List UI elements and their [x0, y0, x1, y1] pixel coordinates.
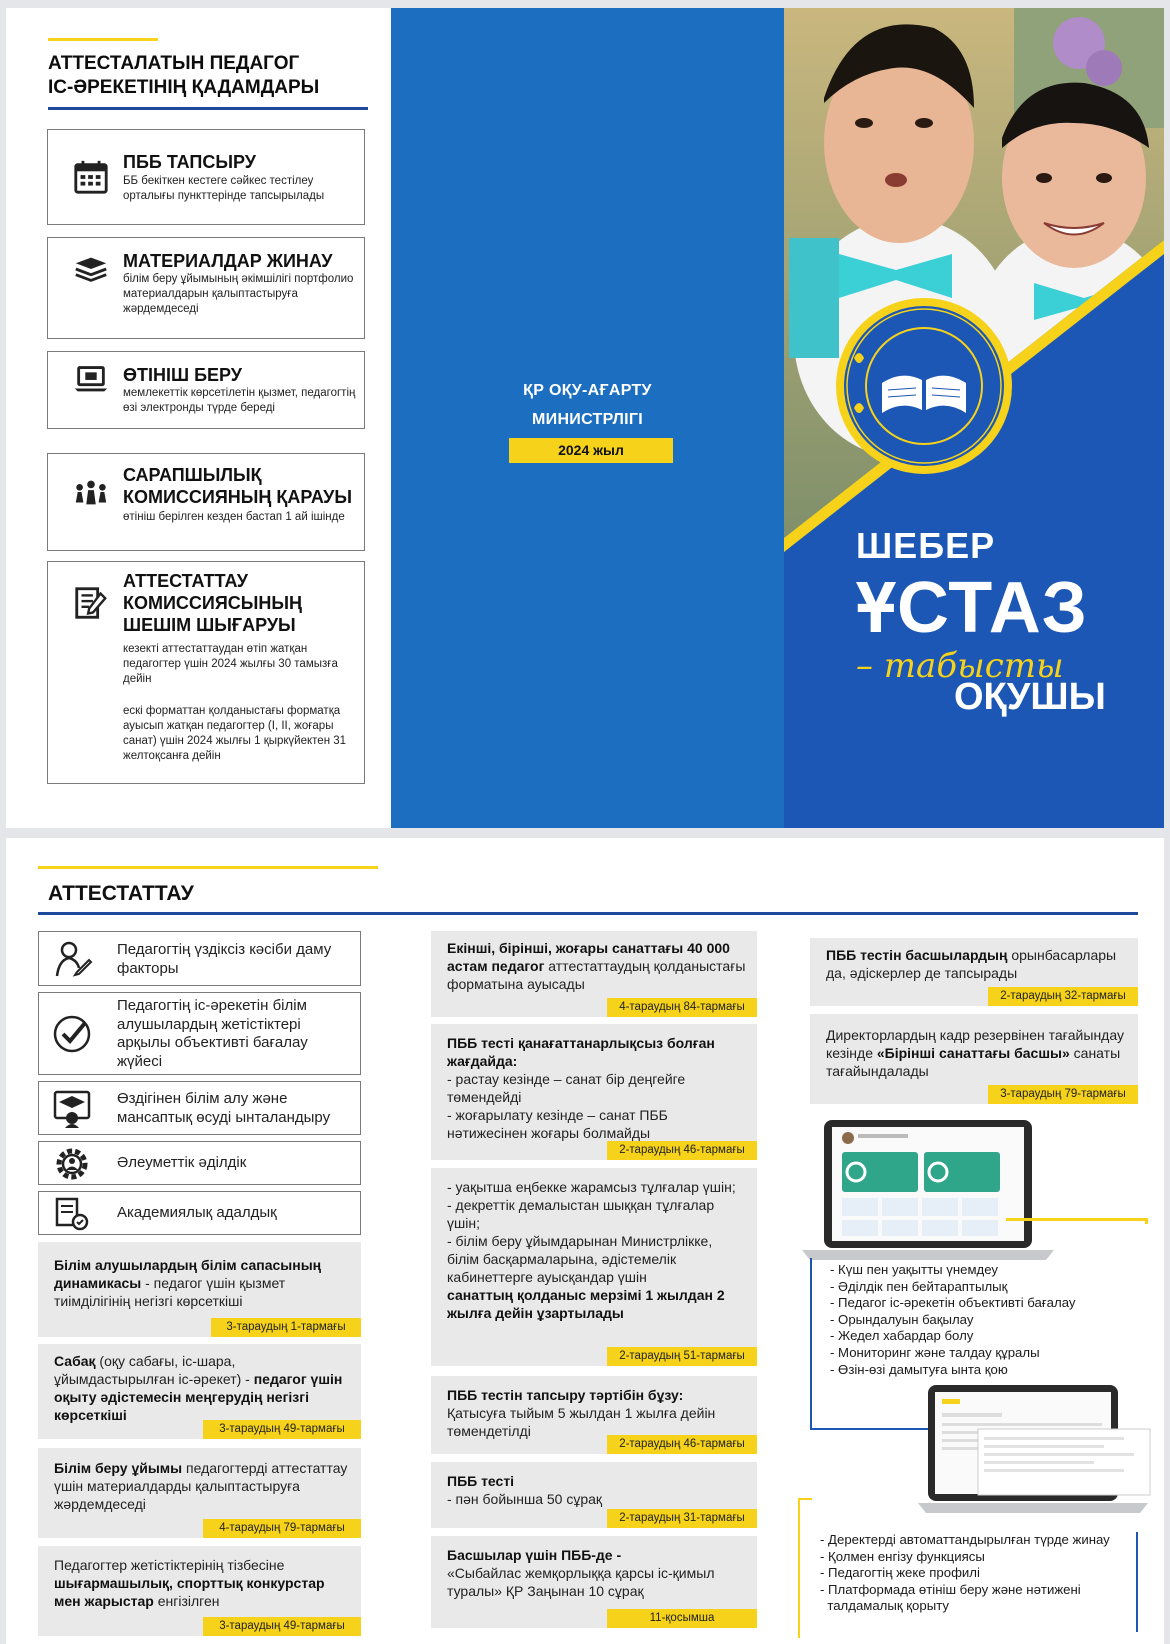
info-text [447, 1034, 747, 1142]
checkmark-circle-icon [51, 1013, 93, 1055]
factor-text: Академиялық адалдық [117, 1204, 277, 1221]
platform-features-list [820, 1532, 1140, 1615]
info-box [810, 1014, 1138, 1104]
ministry-name [391, 376, 784, 434]
factor-text: Өздігінен білім алу және мансаптық өсуді ынталандыру [117, 1090, 331, 1126]
professional-growth-icon [51, 938, 93, 980]
info-box [431, 1536, 757, 1628]
info-bold: ПББ тесті қанағаттанарлықсыз болған жағдайда: [447, 1035, 715, 1069]
info-rest: аттестаттаудың қолданыстағы форматына ауысады [447, 958, 746, 992]
list-item: - Өзін-өзі дамытуға ынта қою [830, 1361, 1008, 1377]
info-bold: Білім алушылардың білім сапасының динамикасы [54, 1257, 322, 1291]
blue-bracket-line [810, 1428, 930, 1430]
info-bold: ПББ тесті [447, 1473, 515, 1489]
info-rest: Педагогтер жетістіктерінің тізбесіне [54, 1557, 285, 1573]
info-bold: Екінші, бірінші, жоғары санаттағы 40 000 астам педагог [447, 940, 730, 974]
info-rest: - пән бойынша 50 сұрақ [447, 1491, 603, 1507]
list-item: - Жедел хабардар болу [830, 1328, 974, 1344]
steps-title-line-1: АТТЕСТАЛАТЫН ПЕДАГОГ [48, 53, 300, 74]
law-reference-tag: 4-тараудың 79-тармағы [203, 1519, 361, 1538]
info-box [431, 1024, 757, 1160]
factor-card [38, 1081, 361, 1135]
law-reference-tag: 2-тараудың 46-тармағы [607, 1141, 757, 1160]
year-badge: 2024 жыл [509, 438, 673, 463]
info-box [38, 1344, 361, 1439]
ministry-panel [391, 8, 784, 828]
brochure-inner-side [6, 838, 1164, 1644]
blue-bracket [810, 1258, 820, 1430]
academic-integrity-icon [51, 1193, 93, 1235]
info-line: - растау кезінде – санат бір деңгейге төмендейді [447, 1071, 686, 1105]
info-text [54, 1256, 351, 1310]
brochure-outer-side [6, 8, 1164, 828]
list-item: - Мониторинг және талдау құралы [830, 1344, 1040, 1360]
info-bold: ПББ тестін тапсыру тәртібін бұзу: [447, 1387, 684, 1403]
cover-title-line-1: ШЕБЕР [856, 525, 996, 566]
books-stack-icon [72, 250, 110, 288]
list-item: - Күш пен уақытты үнемдеу [830, 1262, 998, 1277]
law-reference-tag: 2-тараудың 46-тармағы [607, 1435, 757, 1454]
factor-text: Педагогтің үздіксіз кәсіби даму факторы [117, 941, 332, 977]
info-rest-2: енгізілген [153, 1593, 220, 1609]
step-desc: ББ бекіткен кестеге сәйкес тестілеу орталығы пункттерінде тапсырылады [123, 175, 325, 202]
cover-panel [784, 8, 1164, 828]
law-reference-tag: 11-қосымша [607, 1609, 757, 1628]
info-rest: (оқу сабағы, іс-шара, ұйымдастырылған іс-әрекет) - [54, 1353, 254, 1387]
info-bold-2: педагог үшін оқыту әдістемесін меңгерудің негізгі көрсеткіші [54, 1371, 343, 1423]
info-line: - уақытша еңбекке жарамсыз тұлғалар үшін; [447, 1179, 736, 1195]
platform-benefits-list [830, 1262, 1150, 1378]
info-bold: санаттың қолданыс мерзімі 1 жылдан 2 жылға дейін ұзартылады [447, 1287, 725, 1321]
list-item: - Әділдік пен бейтараптылық [830, 1278, 1008, 1294]
step-title: МАТЕРИАЛДАР ЖИНАУ [123, 251, 333, 271]
info-bold: «Бірінші санаттағы басшы» [876, 1045, 1070, 1061]
step-card-decision [47, 561, 365, 784]
info-text [447, 1386, 747, 1440]
step-desc: білім беру ұйымының әкімшілігі портфолио материалдарын қалыптастыруға жәрдемдеседі [123, 273, 354, 315]
info-text [826, 946, 1128, 982]
step-title: АТТЕСТАТТАУ КОМИССИЯСЫНЫҢ ШЕШІМ ШЫҒАРУЫ [123, 571, 303, 635]
list-item: - Педагог іс-әрекетін объективті бағалау [830, 1295, 1076, 1311]
info-text [54, 1459, 351, 1513]
step-card-commission [47, 453, 365, 551]
cover-title-line-2: ҰСТАЗ [856, 568, 1088, 648]
blue-underline [48, 107, 368, 110]
info-box [38, 1546, 361, 1636]
document-pen-icon [72, 584, 110, 622]
list-item: - Қолмен енгізу функциясы [820, 1548, 985, 1564]
yellow-accent-line [48, 38, 158, 41]
steps-panel [6, 8, 391, 828]
info-box [38, 1242, 361, 1337]
info-box [431, 1462, 757, 1528]
info-text [826, 1026, 1128, 1080]
info-bold: Білім беру ұйымы [54, 1460, 183, 1476]
step-card-application [47, 351, 365, 429]
info-bold: Басшылар үшін ПББ-де - [447, 1547, 622, 1563]
law-reference-tag: 3-тараудың 79-тармағы [988, 1085, 1138, 1104]
steps-title-line-2: ІС-ӘРЕКЕТІНІҢ ҚАДАМДАРЫ [48, 77, 320, 98]
info-line: - білім беру ұйымдарынан Министрлікке, білім басқармаларына, әдістемелік кабинеттерге ауысқандар үшін [447, 1233, 713, 1285]
law-reference-tag: 4-тараудың 84-тармағы [607, 998, 757, 1017]
step-desc: кезекті аттестаттаудан өтіп жатқан педагогтер үшін 2024 жылғы 30 тамызға дейін [123, 643, 338, 685]
factor-card [38, 931, 361, 986]
info-rest: Директорлардың кадр резервінен тағайындау кезінде [826, 1027, 1124, 1061]
steps-title [48, 52, 368, 100]
children-photo [784, 8, 1164, 548]
info-bold: ПББ тестін басшылардың [826, 947, 1008, 963]
yellow-bracket [798, 1498, 812, 1638]
info-bold: Сабақ [54, 1353, 96, 1369]
blue-underline [38, 912, 1138, 915]
law-reference-tag: 2-тараудың 32-тармағы [988, 987, 1138, 1006]
factor-text: Әлеуметтік әділдік [117, 1154, 247, 1171]
info-line: - жоғарылату кезінде – санат ПББ нәтижесінен жоғары болмайды [447, 1107, 668, 1141]
info-rest: «Сыбайлас жемқорлыққа қарсы іс-қимыл туралы» ҚР Заңынан 10 сұрақ [447, 1565, 715, 1599]
step-title: ПББ ТАПСЫРУ [123, 152, 256, 172]
ministry-seal-icon [836, 298, 1012, 474]
info-bold-2: шығармашылық, спорттық конкурстар мен жарыстар [54, 1575, 325, 1609]
info-text [447, 1546, 747, 1600]
yellow-bracket-line [1006, 1218, 1148, 1221]
list-item: - Платформада өтініш беру және нәтижені [820, 1581, 1081, 1597]
info-box [431, 931, 757, 1017]
cover-title-line-3: – табысты [856, 646, 1064, 686]
law-reference-tag: 2-тараудың 51-тармағы [607, 1347, 757, 1366]
graduation-cap-icon [51, 1088, 93, 1130]
list-item: - Деректерді автоматтандырылған түрде жинау [820, 1532, 1110, 1547]
cover-title-line-4: ОҚУШЫ [954, 676, 1106, 718]
step-desc: өтініш берілген кезден бастап 1 ай ішінде [123, 511, 345, 523]
people-group-icon [72, 474, 110, 512]
platform-laptop-illustration [918, 1383, 1152, 1515]
info-box [38, 1448, 361, 1538]
law-reference-tag: 2-тараудың 31-тармағы [607, 1509, 757, 1528]
list-item: - Орындалуын бақылау [830, 1311, 974, 1327]
factor-text: Педагогтің іс-әрекетін білім алушылардың жетістіктері арқылы объективті бағалау жүйесі [117, 997, 308, 1070]
factor-card [38, 1191, 361, 1235]
laptop-icon [72, 360, 110, 398]
step-title: САРАПШЫЛЫҚ КОМИССИЯНЫҢ ҚАРАУЫ [123, 465, 352, 507]
info-rest: Қатысуға тыйым 5 жылдан 1 жылға дейін төмендетілді [447, 1405, 716, 1439]
info-text [54, 1352, 351, 1424]
attestation-title: АТТЕСТАТТАУ [48, 882, 194, 905]
info-text [447, 1178, 747, 1322]
step-title: ӨТІНІШ БЕРУ [123, 365, 242, 385]
step-card-materials [47, 237, 365, 339]
info-text [447, 1472, 747, 1508]
info-text [447, 939, 747, 993]
list-item: талдамалық қорыту [820, 1598, 949, 1614]
factor-card [38, 992, 361, 1075]
factor-card [38, 1141, 361, 1185]
info-text [54, 1556, 351, 1610]
step-desc: мемлекеттік көрсетілетін қызмет, педагогтің өзі электронды түрде береді [123, 387, 356, 414]
info-rest: педагогтерді аттестаттау үшін материалдарды қалыптастыруға жәрдемдеседі [54, 1460, 348, 1512]
list-item: - Педагогтің жеке профилі [820, 1565, 980, 1581]
law-reference-tag: 3-тараудың 1-тармағы [211, 1318, 361, 1337]
platform-laptop-illustration [798, 1116, 1058, 1262]
step-card-ppb [47, 129, 365, 225]
info-box [810, 938, 1138, 1006]
law-reference-tag: 3-тараудың 49-тармағы [203, 1420, 361, 1439]
calendar-icon [72, 158, 110, 196]
info-line: - декреттік демалыстан шыққан тұлғалар үшін; [447, 1197, 715, 1231]
info-rest-2: санаты тағайындалады [826, 1045, 1121, 1079]
info-rest: орынбасарлары да, әдіскерлер де тапсырады [826, 947, 1117, 981]
yellow-accent-line [38, 866, 378, 869]
info-box [431, 1168, 757, 1366]
ministry-line-1: ҚР ОҚУ-АҒАРТУ [523, 382, 652, 399]
ministry-line-2: МИНИСТРЛІГІ [532, 411, 643, 428]
step-desc-2: ескі форматтан қолданыстағы форматқа ауысып жатқан педагогтер (I, II, жоғары санат) үшін 2024 жылғы 1 қыркүйектен 31 желтоқсанға дейін [123, 705, 347, 762]
info-rest: - педагог үшін қызмет тиімділігінің негізгі көрсеткіші [54, 1275, 286, 1309]
law-reference-tag: 3-тараудың 49-тармағы [203, 1617, 361, 1636]
gear-people-icon [51, 1143, 93, 1185]
info-box [431, 1376, 757, 1454]
